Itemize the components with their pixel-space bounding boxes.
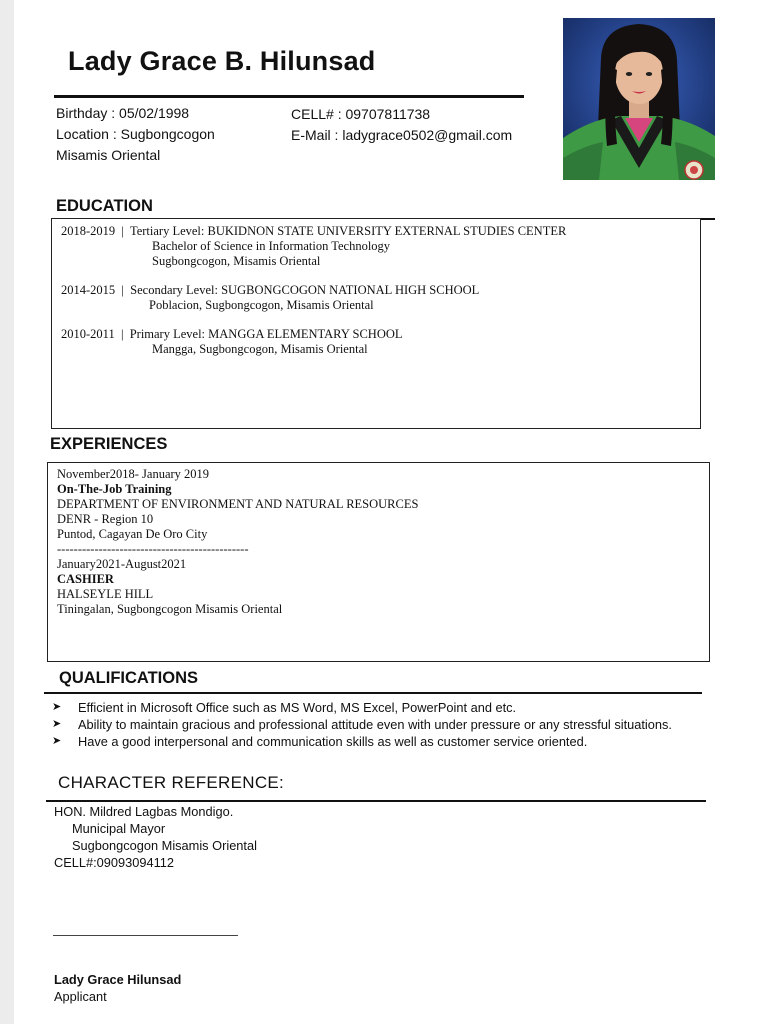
arrow-bullet-icon: ➤ xyxy=(52,718,62,730)
qualifications-heading: QUALIFICATIONS xyxy=(59,669,199,687)
experience-separator: ---------------------------------------------- xyxy=(57,542,249,556)
job2-address: Tiningalan, Sugbongcogon Misamis Oriental xyxy=(57,602,283,616)
job1-address: Puntod, Cagayan De Oro City xyxy=(57,527,208,541)
qualifications-rule xyxy=(44,692,702,694)
applicant-name: Lady Grace B. Hilunsad xyxy=(68,46,376,76)
qualification-text: Efficient in Microsoft Office such as MS Word, MS Excel, PowerPoint and etc. xyxy=(78,700,517,715)
education-entry-tertiary xyxy=(61,224,700,269)
qualification-text: Ability to maintain gracious and professional attitude even with under pressure or any stressful situations. xyxy=(78,717,672,732)
education-primary-line2: Mangga, Sugbongcogon, Misamis Oriental xyxy=(152,342,368,356)
applicant-photo xyxy=(563,18,715,180)
reference-block xyxy=(54,803,257,871)
name-underline xyxy=(54,95,524,98)
qualification-item xyxy=(52,716,702,733)
page-shadow-edge xyxy=(0,0,14,1024)
education-primary-line1: 2010-2011 | Primary Level: MANGGA ELEMENTARY SCHOOL xyxy=(61,327,403,341)
reference-position: Municipal Mayor xyxy=(72,821,166,836)
signature-block xyxy=(54,971,181,1005)
reference-rule xyxy=(46,800,706,802)
education-tertiary-line1: 2018-2019 | Tertiary Level: BUKIDNON STATE UNIVERSITY EXTERNAL STUDIES CENTER xyxy=(61,224,567,238)
reference-place: Sugbongcogon Misamis Oriental xyxy=(72,838,257,853)
signature-line xyxy=(53,935,238,936)
education-secondary-line2: Poblacion, Sugbongcogon, Misamis Oriental xyxy=(149,298,374,312)
cell-number: CELL# : 09707811738 xyxy=(291,106,431,122)
job2-dates: January2021-August2021 xyxy=(57,557,187,571)
job1-org: DEPARTMENT OF ENVIRONMENT AND NATURAL RESOURCES xyxy=(57,497,419,511)
experiences-box xyxy=(47,462,710,662)
job2-org: HALSEYLE HILL xyxy=(57,587,154,601)
arrow-bullet-icon: ➤ xyxy=(52,735,62,747)
location-line2: Misamis Oriental xyxy=(56,147,161,163)
location-line1: Location : Sugbongcogon xyxy=(56,126,215,142)
job1-unit: DENR - Region 10 xyxy=(57,512,154,526)
arrow-bullet-icon: ➤ xyxy=(52,701,62,713)
signature-name: Lady Grace Hilunsad xyxy=(54,972,182,987)
qualification-item xyxy=(52,699,702,716)
signature-role: Applicant xyxy=(54,989,107,1004)
qualification-text: Have a good interpersonal and communication skills as well as customer service oriented. xyxy=(78,734,588,749)
job2-position: CASHIER xyxy=(57,572,114,586)
qualifications-list xyxy=(52,699,702,750)
job1-position: On-The-Job Training xyxy=(57,482,172,496)
reference-cell: CELL#:09093094112 xyxy=(54,855,175,870)
portrait-image xyxy=(563,18,715,180)
reference-heading: CHARACTER REFERENCE: xyxy=(58,773,285,792)
experiences-heading: EXPERIENCES xyxy=(50,435,168,453)
education-tertiary-line2: Bachelor of Science in Information Technology xyxy=(152,239,391,253)
reference-name: HON. Mildred Lagbas Mondigo. xyxy=(54,804,234,819)
contact-right-block xyxy=(291,104,551,146)
education-box xyxy=(51,218,701,429)
education-entry-primary xyxy=(61,327,700,357)
job1-dates: November2018- January 2019 xyxy=(57,467,210,481)
education-entry-secondary xyxy=(61,283,700,313)
email: E-Mail : ladygrace0502@gmail.com xyxy=(291,127,513,143)
education-tertiary-line3: Sugbongcogon, Misamis Oriental xyxy=(152,254,321,268)
education-heading: EDUCATION xyxy=(56,197,153,215)
education-secondary-line1: 2014-2015 | Secondary Level: SUGBONGCOGON NATIONAL HIGH SCHOOL xyxy=(61,283,480,297)
contact-left-block xyxy=(56,103,276,166)
education-rule-stub xyxy=(700,218,715,220)
qualification-item xyxy=(52,733,702,750)
birthday: Birthday : 05/02/1998 xyxy=(56,105,190,121)
